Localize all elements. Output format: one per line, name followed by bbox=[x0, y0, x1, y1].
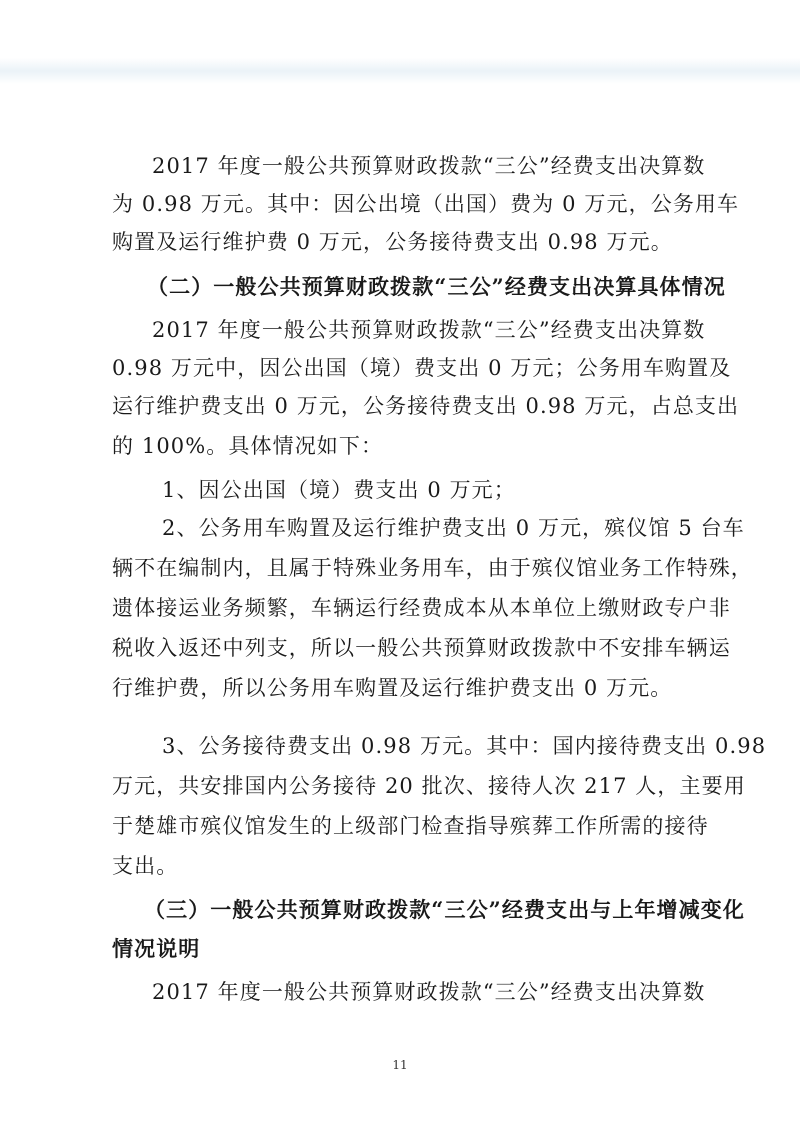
paragraph-line: 遗体接运业务频繁，车辆运行经费成本从本单位上缴财政专户非 bbox=[112, 596, 731, 620]
paragraph-line: 税收入返还中列支，所以一般公共预算财政拨款中不安排车辆运 bbox=[112, 636, 731, 660]
scan-artifact-band bbox=[0, 58, 800, 84]
paragraph-line: 购置及运行维护费 0 万元，公务接待费支出 0.98 万元。 bbox=[112, 230, 673, 254]
section-heading: （二）一般公共预算财政拨款“三公”经费支出决算具体情况 bbox=[147, 274, 726, 299]
paragraph-line: 0.98 万元中，因公出国（境）费支出 0 万元；公务用车购置及 bbox=[112, 356, 732, 380]
paragraph-line: 于楚雄市殡仪馆发生的上级部门检查指导殡葬工作所需的接待 bbox=[112, 814, 709, 838]
paragraph-line: 支出。 bbox=[112, 854, 179, 878]
paragraph-line: 2017 年度一般公共预算财政拨款“三公”经费支出决算数 bbox=[152, 980, 706, 1004]
paragraph-line: 2017 年度一般公共预算财政拨款“三公”经费支出决算数 bbox=[152, 318, 706, 342]
list-item: 2、公务用车购置及运行维护费支出 0 万元，殡仪馆 5 台车 bbox=[162, 516, 745, 540]
section-heading-continued: 情况说明 bbox=[112, 936, 201, 961]
paragraph-line: 运行维护费支出 0 万元，公务接待费支出 0.98 万元，占总支出 bbox=[112, 394, 740, 418]
paragraph-line: 万元，共安排国内公务接待 20 批次、接待人次 217 人，主要用 bbox=[112, 774, 746, 798]
paragraph-line: 辆不在编制内，且属于特殊业务用车，由于殡仪馆业务工作特殊， bbox=[112, 556, 753, 580]
list-item: 3、公务接待费支出 0.98 万元。其中：国内接待费支出 0.98 bbox=[162, 734, 767, 758]
paragraph-line: 2017 年度一般公共预算财政拨款“三公”经费支出决算数 bbox=[152, 154, 706, 178]
paragraph-line: 的 100%。具体情况如下： bbox=[112, 434, 384, 458]
paragraph-line: 为 0.98 万元。其中：因公出境（出国）费为 0 万元，公务用车 bbox=[112, 192, 740, 216]
list-item: 1、因公出国（境）费支出 0 万元； bbox=[162, 478, 516, 502]
paragraph-line: 行维护费，所以公务用车购置及运行维护费支出 0 万元。 bbox=[112, 676, 673, 700]
section-heading: （三）一般公共预算财政拨款“三公”经费支出与上年增减变化 bbox=[144, 897, 745, 922]
page-number: 11 bbox=[392, 1058, 408, 1072]
